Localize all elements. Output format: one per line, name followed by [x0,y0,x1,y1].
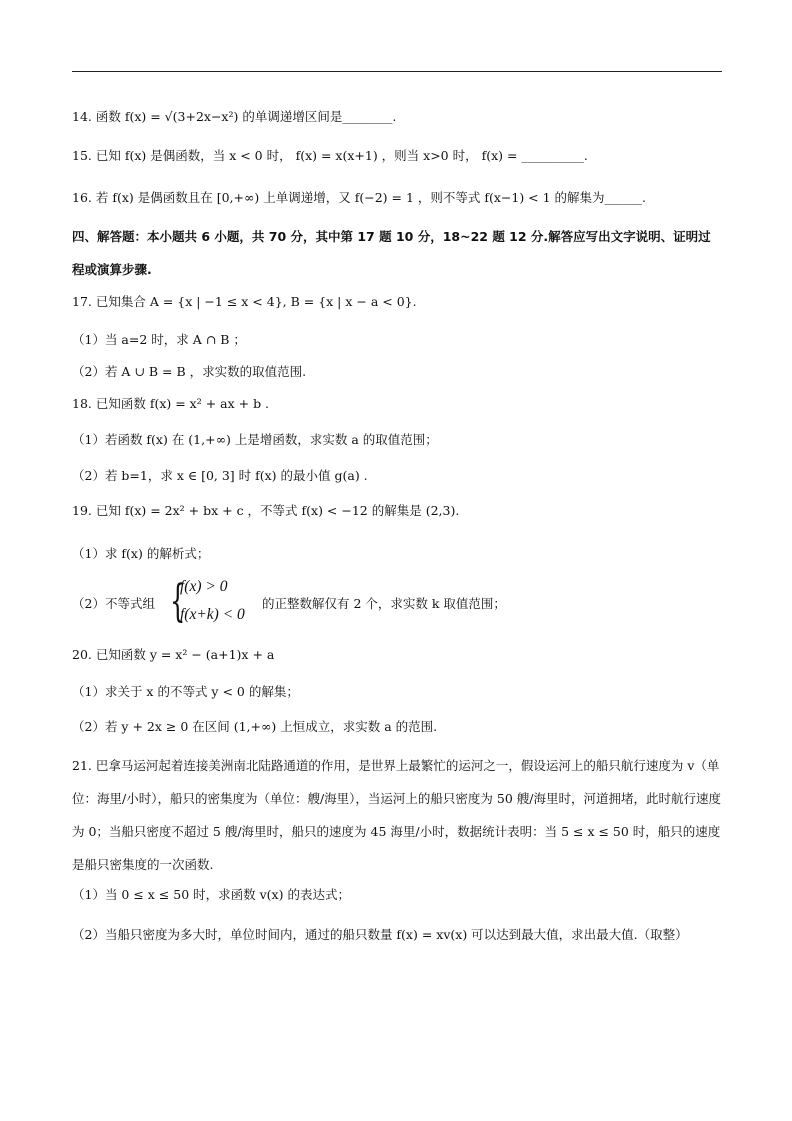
header-rule [72,71,722,72]
question-19-part-1: （1）求 f(x) 的解析式； [72,546,210,561]
inequality-row-1: f(x) > 0 [180,578,228,595]
question-20: 20. 已知函数 y = x² − (a+1)x + a [72,647,275,662]
question-17: 17. 已知集合 A = {x | −1 ≤ x < 4}, B = {x | x − a < 0}. [72,294,417,309]
question-18-part-2: （2）若 b=1，求 x ∈ [0, 3] 时 f(x) 的最小值 g(a) . [72,468,368,483]
question-19: 19. 已知 f(x) = 2x² + bx + c ，不等式 f(x) < −12 的解集是 (2,3). [72,503,460,518]
question-21-part-2: （2）当船只密度为多大时，单位时间内，通过的船只数量 f(x) = xv(x) 可以达到最大值，求出最大值.（取整） [72,927,688,942]
question-19-part-2-prefix: （2）不等式组 [72,596,155,611]
question-18-part-1: （1）若函数 f(x) 在 (1,+∞) 上是增函数，求实数 a 的取值范围； [72,432,438,447]
question-20-part-2: （2）若 y + 2x ≥ 0 在区间 (1,+∞) 上恒成立，求实数 a 的范围. [72,719,438,734]
question-14: 14. 函数 f(x) = √(3+2x−x²) 的单调递增区间是________. [72,109,397,124]
question-18: 18. 已知函数 f(x) = x² + ax + b . [72,396,270,411]
question-17-part-2: （2）若 A ∪ B = B ，求实数的取值范围. [72,364,307,379]
inequality-row-2: f(x+k) < 0 [180,606,245,623]
section-4-heading: 四、解答题：本小题共 6 小题，共 70 分，其中第 17 题 10 分，18~22 题 12 分.解答应写出文字说明、证明过程或演算步骤. [72,229,711,277]
question-19-part-2-suffix: 的正整数解仅有 2 个，求实数 k 取值范围； [262,596,506,611]
question-21-part-1: （1）当 0 ≤ x ≤ 50 时，求函数 v(x) 的表达式； [72,887,350,902]
question-20-part-1: （1）求关于 x 的不等式 y < 0 的解集； [72,684,299,699]
question-16: 16. 若 f(x) 是偶函数且在 [0,+∞) 上单调递增，又 f(−2) = 1 ，则不等式 f(x−1) < 1 的解集为______. [72,190,647,205]
left-brace: { [170,576,186,627]
inequality-system [170,576,265,632]
question-15: 15. 已知 f(x) 是偶函数，当 x < 0 时， f(x) = x(x+1) ，则当 x>0 时， f(x) = __________. [72,148,588,163]
question-17-part-1: （1）当 a=2 时，求 A ∩ B ； [72,332,246,347]
question-21: 21. 巴拿马运河起着连接美洲南北陆路通道的作用，是世界上最繁忙的运河之一，假设运河上的船只航行速度为 v（单位：海里/小时），船只的密集度为（单位：艘/海里），当运河上的船只密度为 50 艘/海里时，河道拥堵，此时航行速度为 0；当船只密度不超过 5 艘/海里时，船只的速度为 45 海里/小时，数据统计表明：当 5 ≤ x ≤ 50 时，船只的速度是船只密集度的一次函数. [72,758,721,872]
